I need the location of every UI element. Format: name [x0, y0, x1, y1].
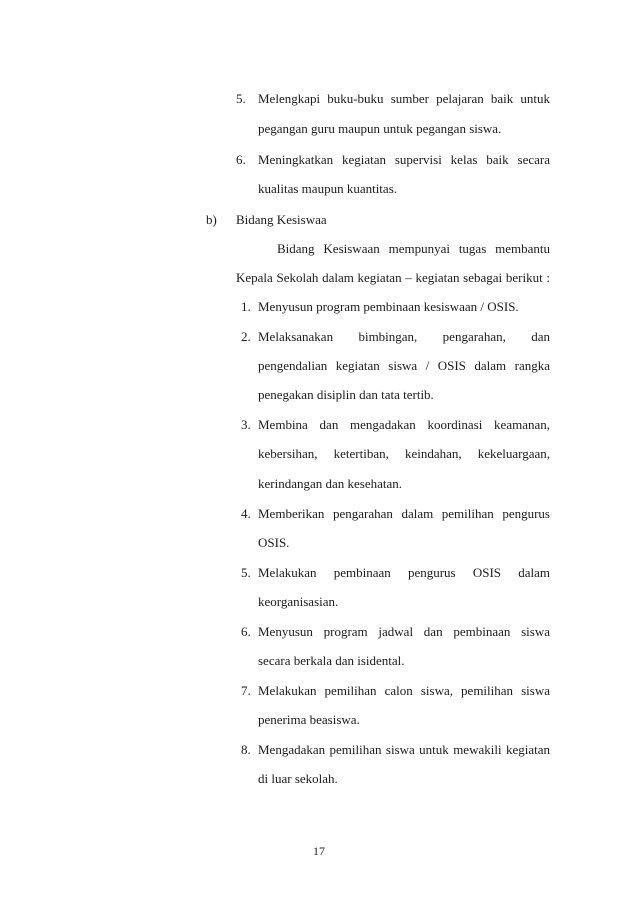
- list-item-line: kualitas maupun kuantitas.: [258, 181, 398, 196]
- list-item-line: kerindangan dan kesehatan.: [258, 476, 403, 491]
- intro-line: Kepala Sekolah dalam kegiatan – kegiatan sebagai berikut :: [236, 270, 550, 285]
- list-number: 7.: [241, 683, 251, 698]
- list-item-line: OSIS.: [258, 535, 290, 550]
- list-item-line: Melengkapi buku-buku sumber pelajaran baik untuk: [258, 91, 550, 106]
- list-number: 6.: [236, 152, 246, 167]
- list-number: 1.: [241, 299, 251, 314]
- list-number: 5.: [236, 91, 246, 106]
- list-number: 8.: [241, 742, 251, 757]
- list-item-line: pengendalian kegiatan siswa / OSIS dalam rangka: [258, 358, 550, 373]
- page-number: 17: [313, 844, 325, 858]
- list-item-line: keorganisasian.: [258, 594, 339, 609]
- list-number: 6.: [241, 624, 251, 639]
- list-item-line: Memberikan pengarahan dalam pemilihan pengurus: [258, 506, 550, 521]
- section-label: b): [206, 212, 217, 227]
- list-item-line: secara berkala dan isidental.: [258, 653, 405, 668]
- list-item-line: penegakan disiplin dan tata tertib.: [258, 387, 434, 402]
- list-number: 2.: [241, 329, 251, 344]
- list-number: 4.: [241, 506, 251, 521]
- list-item-line: pegangan guru maupun untuk pegangan siswa.: [258, 121, 502, 136]
- list-item-line: Membina dan mengadakan koordinasi keamanan,: [258, 417, 550, 432]
- list-item-line: Melakukan pembinaan pengurus OSIS dalam: [258, 565, 550, 580]
- list-item-line: Melakukan pemilihan calon siswa, pemilihan siswa: [258, 683, 550, 698]
- list-number: 3.: [241, 417, 251, 432]
- list-item-line: Melaksanakan bimbingan, pengarahan, dan: [258, 329, 550, 344]
- list-item-line: penerima beasiswa.: [258, 712, 360, 727]
- section-title: Bidang Kesiswaa: [236, 212, 327, 227]
- list-item-line: Meningkatkan kegiatan supervisi kelas baik secara: [258, 152, 550, 167]
- list-number: 5.: [241, 565, 251, 580]
- list-item-line: Menyusun program jadwal dan pembinaan siswa: [258, 624, 550, 639]
- list-item-line: Mengadakan pemilihan siswa untuk mewakili kegiatan: [258, 742, 550, 757]
- list-item-line: di luar sekolah.: [258, 771, 338, 786]
- list-item-line: kebersihan, ketertiban, keindahan, kekeluargaan,: [258, 446, 550, 461]
- list-item-line: Menyusun program pembinaan kesiswaan / OSIS.: [258, 299, 519, 314]
- intro-line: Bidang Kesiswaan mempunyai tugas membantu: [277, 241, 550, 256]
